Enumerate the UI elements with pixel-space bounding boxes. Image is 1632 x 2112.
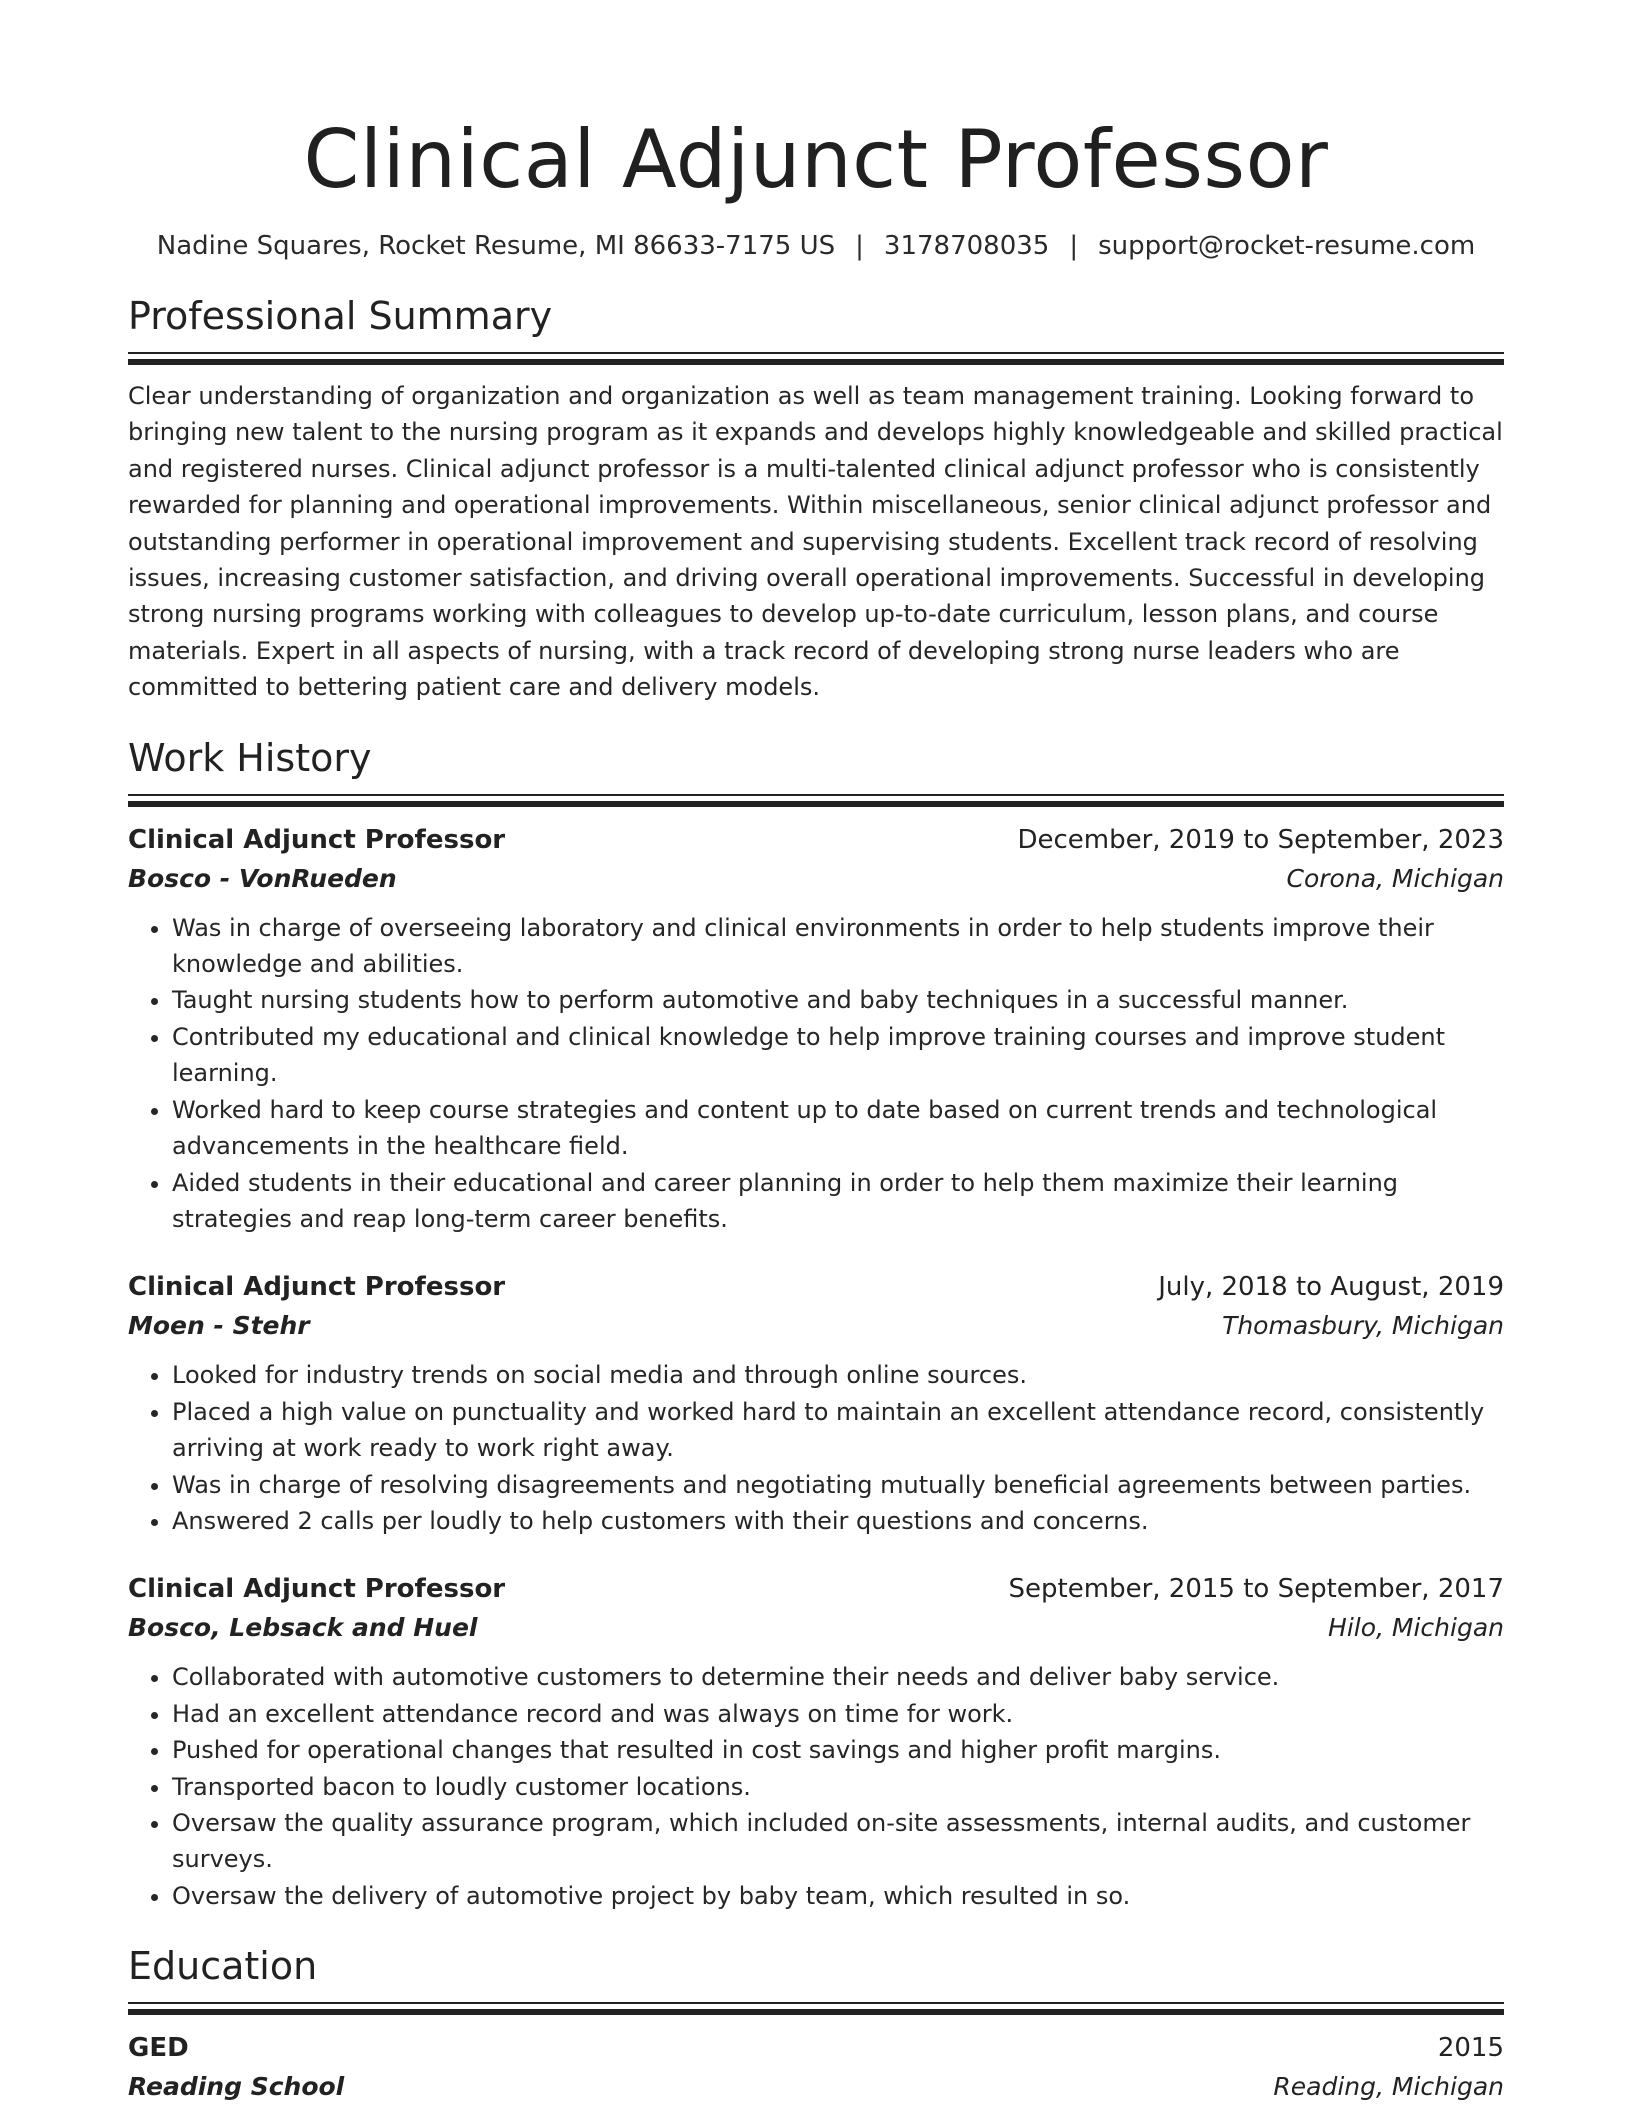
job-title: Clinical Adjunct Professor bbox=[128, 824, 506, 855]
work-history-section bbox=[128, 734, 1504, 1915]
job-location: Hilo, Michigan bbox=[1328, 1613, 1504, 1643]
list-item: • Pushed for operational changes that resulted in cost savings and higher profit margins. bbox=[172, 1732, 1504, 1768]
job-company: Bosco - VonRueden bbox=[128, 863, 397, 893]
job-bullets bbox=[128, 910, 1504, 1238]
job-location: Thomasbury, Michigan bbox=[1222, 1311, 1504, 1341]
education-location: Reading, Michigan bbox=[1273, 2072, 1504, 2102]
list-item: • Had an excellent attendance record and was always on time for work. bbox=[172, 1696, 1504, 1732]
education-entry bbox=[128, 2028, 1504, 2106]
section-divider bbox=[128, 352, 1504, 364]
job-entry bbox=[128, 1267, 1504, 1539]
job-entry bbox=[128, 1569, 1504, 1914]
job-entry bbox=[128, 820, 1504, 1238]
list-item: • Worked hard to keep course strategies and content up to date based on current trends and technological advancements in the healthcare field. bbox=[172, 1092, 1504, 1165]
list-item: • Was in charge of overseeing laboratory and clinical environments in order to help students improve their knowledge and abilities. bbox=[172, 910, 1504, 983]
contact-phone: 3178708035 bbox=[883, 231, 1050, 261]
job-company: Moen - Stehr bbox=[128, 1311, 310, 1341]
summary-heading: Professional Summary bbox=[128, 294, 553, 338]
list-item: • Placed a high value on punctuality and worked hard to maintain an excellent attendance record, consistently arriving at work ready to work right away. bbox=[172, 1394, 1504, 1467]
resume-name: Clinical Adjunct Professor bbox=[303, 113, 1329, 206]
summary-section bbox=[128, 292, 1504, 706]
education-heading: Education bbox=[128, 1944, 318, 1989]
list-item: • Collaborated with automotive customers to determine their needs and deliver baby service. bbox=[172, 1659, 1504, 1695]
work-history-heading: Work History bbox=[128, 735, 372, 780]
list-item: • Looked for industry trends on social media and through online sources. bbox=[172, 1357, 1504, 1393]
list-item: • Contributed my educational and clinical knowledge to help improve training courses and improve student learning. bbox=[172, 1019, 1504, 1092]
contact-separator: | bbox=[1069, 231, 1079, 261]
job-dates: September, 2015 to September, 2017 bbox=[1008, 1574, 1504, 1605]
job-location: Corona, Michigan bbox=[1286, 863, 1504, 893]
education-section bbox=[128, 1942, 1504, 2106]
education-school: Reading School bbox=[128, 2072, 345, 2102]
section-divider bbox=[128, 794, 1504, 806]
job-dates: July, 2018 to August, 2019 bbox=[1158, 1272, 1504, 1303]
contact-line bbox=[128, 228, 1504, 264]
summary-text: Clear understanding of organization and organization as well as team management training. Looking forward to bringing new talent to the nursing program as it expands and develops highly knowledgeable and skilled practical and registered nurses. Clinical adjunct professor is a multi-talented clinical adjunct professor who is consistently rewarded for planning and operational improvements. Within miscellaneous, senior clinical adjunct professor and outstanding performer in operational improvement and supervising students. Excellent track record of resolving issues, increasing customer satisfaction, and driving overall operational improvements. Successful in developing strong nursing programs working with colleagues to develop up-to-date curriculum, lesson plans, and course materials. Expert in all aspects of nursing, with a track record of developing strong nurse leaders who are committed to bettering patient care and delivery models. bbox=[128, 382, 1503, 702]
list-item: • Was in charge of resolving disagreements and negotiating mutually beneficial agreements between parties. bbox=[172, 1467, 1504, 1503]
list-item: • Transported bacon to loudly customer locations. bbox=[172, 1769, 1504, 1805]
contact-separator: | bbox=[855, 231, 864, 261]
list-item: • Oversaw the quality assurance program, which included on-site assessments, internal audits, and customer surveys. bbox=[172, 1805, 1504, 1878]
section-divider bbox=[128, 2002, 1504, 2014]
list-item: • Taught nursing students how to perform automotive and baby techniques in a successful manner. bbox=[172, 982, 1504, 1018]
education-year: 2015 bbox=[1437, 2033, 1504, 2064]
contact-address: Nadine Squares, Rocket Resume, MI 86633-7175 US bbox=[156, 231, 836, 261]
job-bullets bbox=[128, 1357, 1504, 1539]
education-degree: GED bbox=[128, 2033, 189, 2064]
job-title: Clinical Adjunct Professor bbox=[128, 1574, 506, 1605]
job-bullets bbox=[128, 1659, 1504, 1914]
contact-email: support@rocket-resume.com bbox=[1098, 231, 1476, 261]
job-dates: December, 2019 to September, 2023 bbox=[1017, 824, 1504, 855]
list-item: • Oversaw the delivery of automotive project by baby team, which resulted in so. bbox=[172, 1878, 1504, 1914]
list-item: • Answered 2 calls per loudly to help customers with their questions and concerns. bbox=[172, 1503, 1504, 1539]
job-title: Clinical Adjunct Professor bbox=[128, 1272, 506, 1303]
list-item: • Aided students in their educational and career planning in order to help them maximize their learning strategies and reap long-term career benefits. bbox=[172, 1165, 1504, 1238]
job-company: Bosco, Lebsack and Huel bbox=[128, 1613, 478, 1643]
